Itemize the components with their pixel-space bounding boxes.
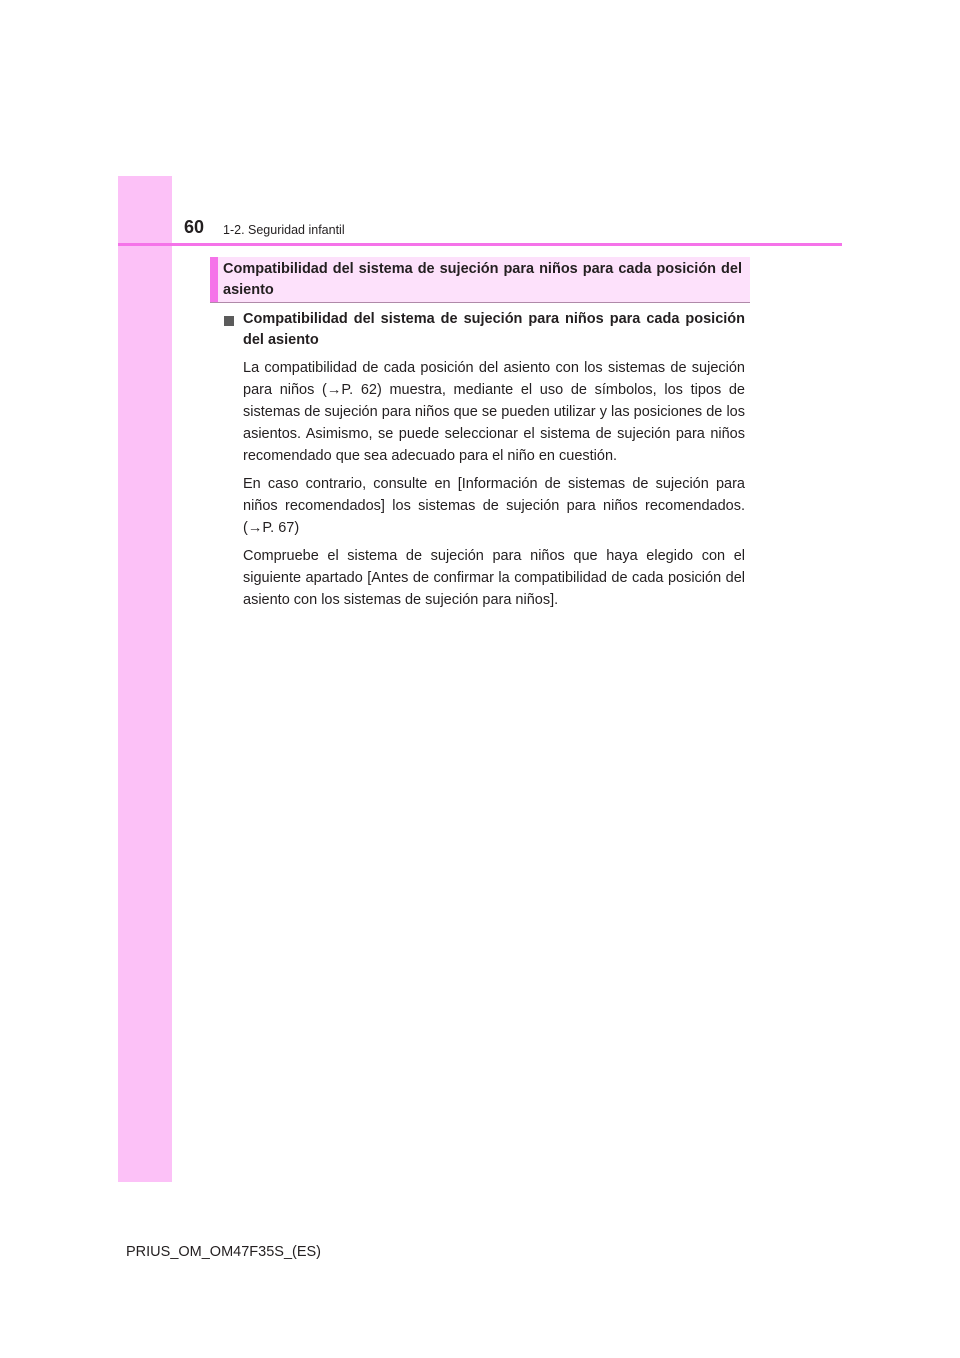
section-label: 1-2. Seguridad infantil (223, 223, 345, 237)
subsection-heading-row (224, 309, 745, 351)
body-paragraph: La compatibilidad de cada posición del asiento con los sistemas de sujeción para niños (→P. 62) muestra, mediante el uso de símbolos, los tipos de sistemas de sujeción para niños que se pueden utilizar y las posiciones de los asientos. Asimismo, se puede seleccionar el sistema de sujeción para niños recomendado que sea adecuado para el niño en cuestión. (243, 360, 745, 464)
body-paragraph: Compruebe el sistema de sujeción para niños que haya elegido con el siguiente apartado [Antes de confirmar la compatibilidad de cada posición del asiento con los sistemas de sujeción para niños]. (243, 548, 745, 608)
side-color-band (118, 176, 172, 1182)
document-code: PRIUS_OM_OM47F35S_(ES) (126, 1244, 322, 1260)
section-title: Compatibilidad del sistema de sujeción para niños para cada posición del asiento (223, 261, 742, 298)
main-content (224, 309, 745, 611)
section-title-box (210, 257, 750, 303)
subsection-heading: Compatibilidad del sistema de sujeción para niños para cada posición del asiento (243, 311, 745, 348)
header-rule (118, 243, 842, 246)
square-bullet-icon (224, 316, 234, 326)
body-paragraph: En caso contrario, consulte en [Información de sistemas de sujeción para niños recomendados] los sistemas de sujeción para niños recomendados. (→P. 67) (243, 476, 745, 536)
page-number: 60 (184, 217, 205, 237)
title-accent-bar (210, 257, 218, 302)
